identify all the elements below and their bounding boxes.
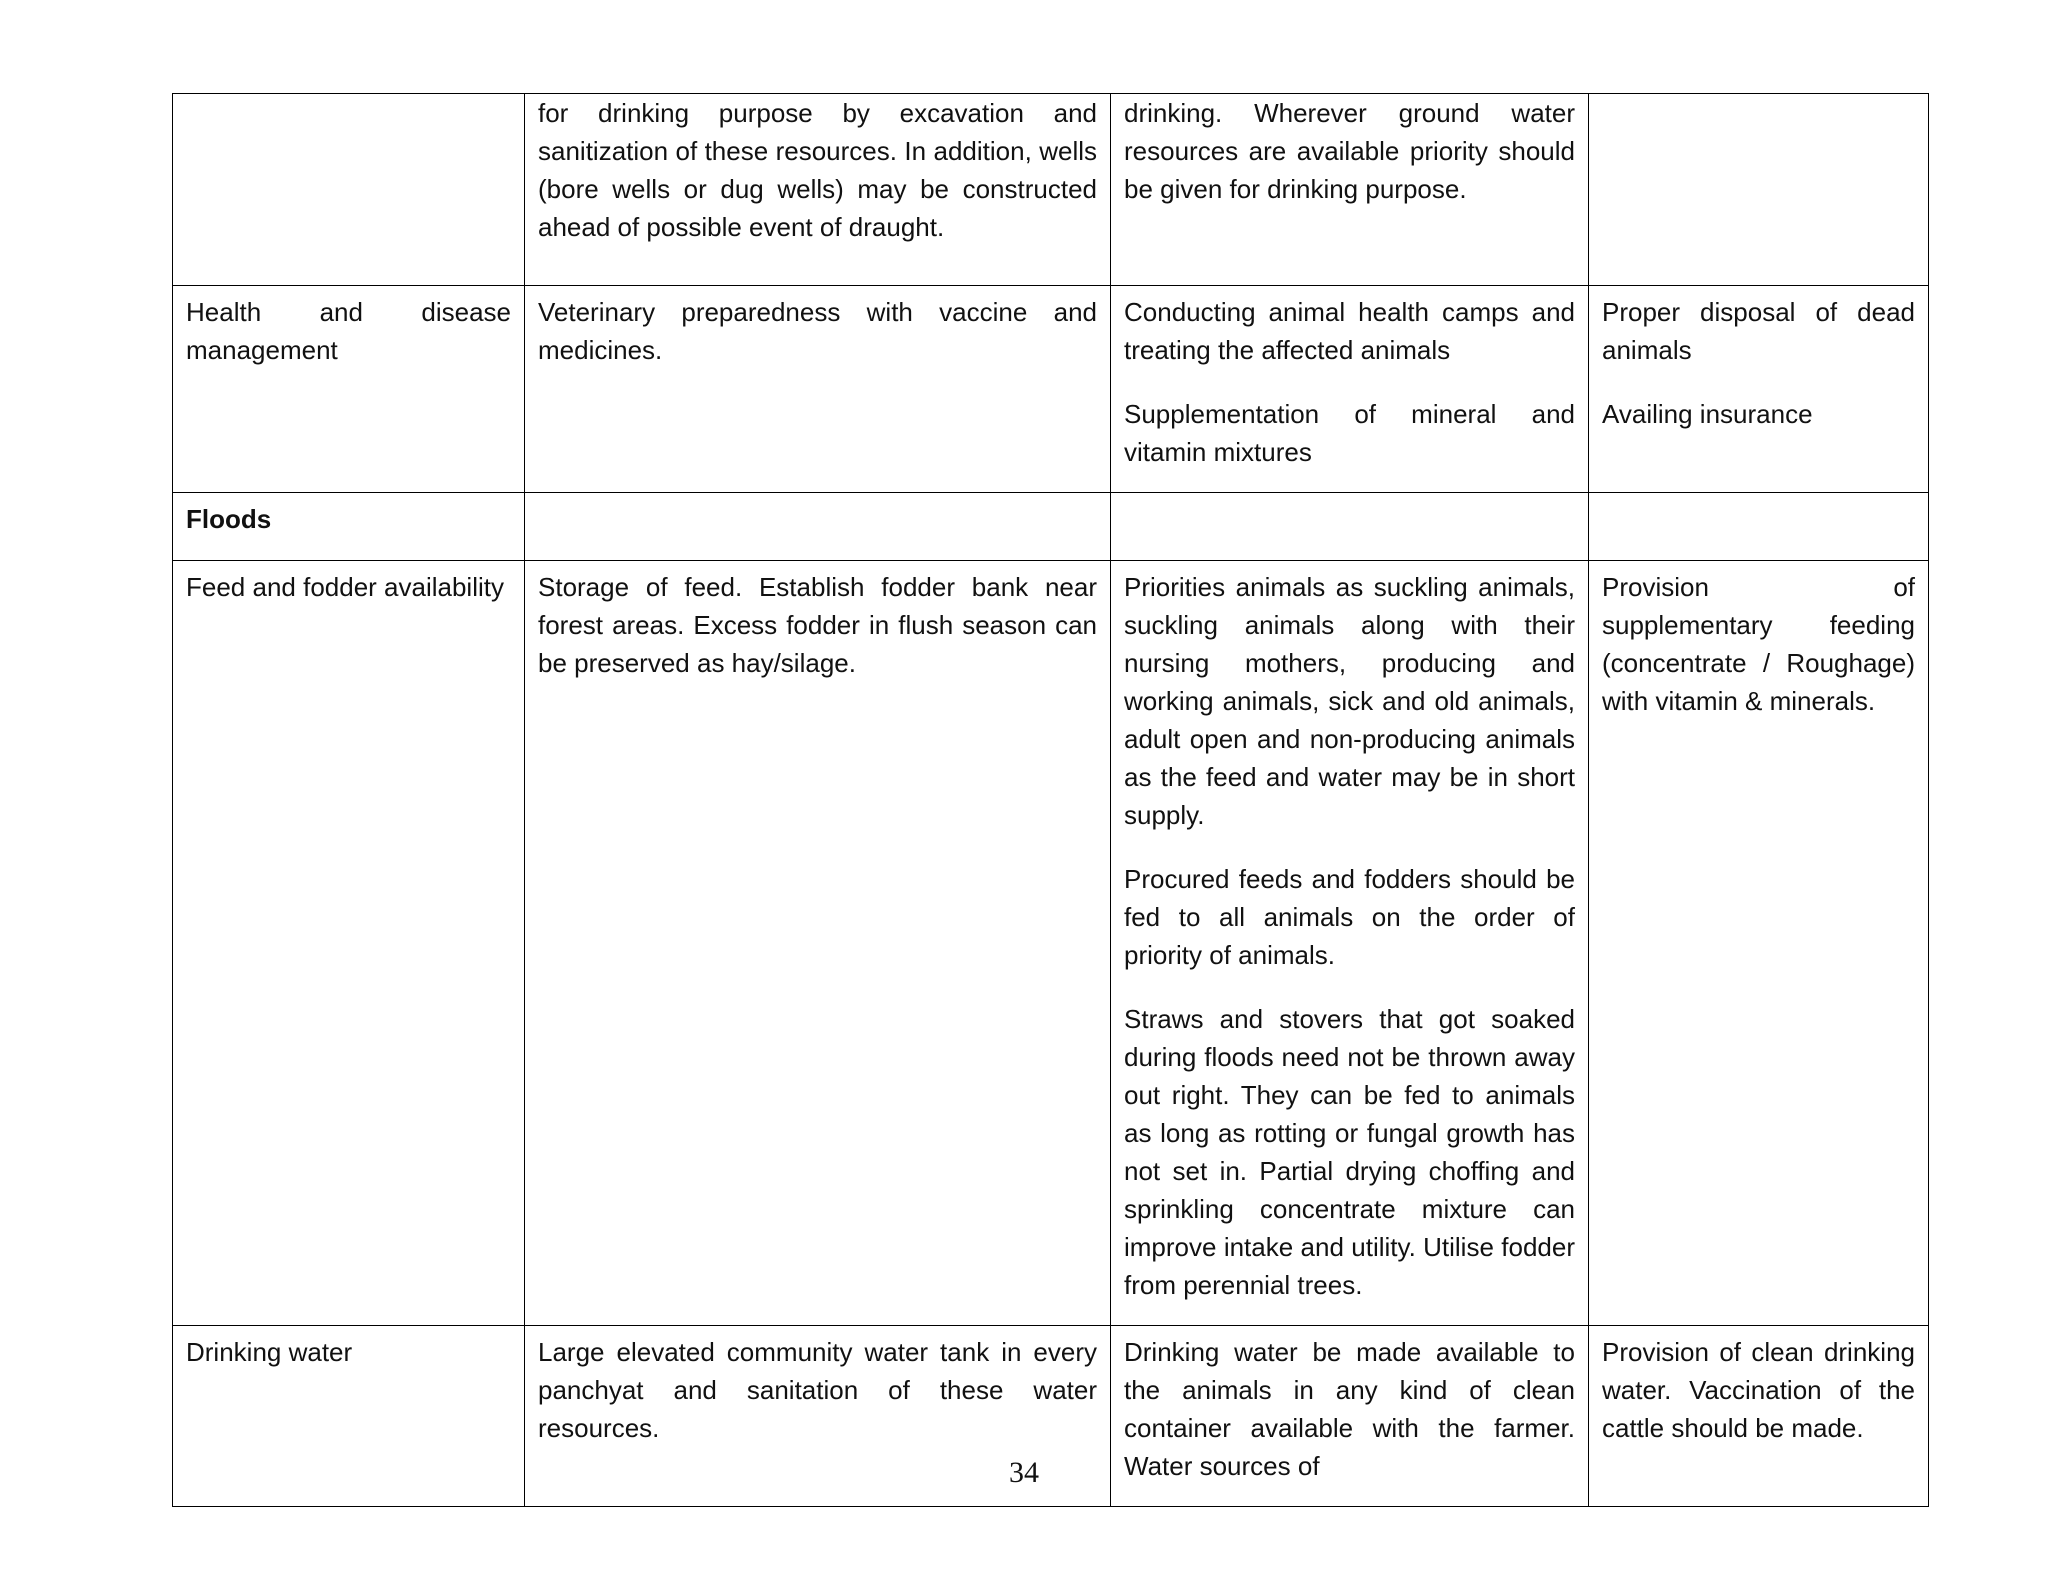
table-cell — [1111, 94, 1589, 286]
cell-paragraph: Straws and stovers that got soaked during floods need not be thrown away out right. They can be fed to animals as long as rotting or fungal growth has not set in. Partial drying choffing and sprinkling concentrate mixture can improve intake and utility. Utilise fodder from perennial trees. — [1124, 1004, 1575, 1300]
table-cell — [1111, 286, 1589, 493]
cell-paragraph: Procured feeds and fodders should be fed to all animals on the order of priority of animals. — [1124, 864, 1575, 970]
row-heading: Health and disease management — [186, 297, 511, 365]
cell-paragraph: Drinking water be made available to the animals in any kind of clean container available with the farmer. Water sources of — [1124, 1337, 1575, 1481]
section-heading: Floods — [186, 504, 272, 534]
table-cell — [1111, 561, 1589, 1326]
table-cell — [1111, 493, 1589, 561]
table-cell — [525, 94, 1111, 286]
table-cell — [173, 561, 525, 1326]
cell-paragraph: Provision of supplementary feeding (concentrate / Roughage) with vitamin & minerals. — [1602, 572, 1915, 716]
table-row — [173, 286, 1929, 493]
table-cell — [1589, 94, 1929, 286]
table-cell — [1589, 493, 1929, 561]
table-cell — [525, 286, 1111, 493]
cell-paragraph: Provision of clean drinking water. Vaccination of the cattle should be made. — [1602, 1337, 1915, 1443]
table-row — [173, 94, 1929, 286]
table-cell — [525, 561, 1111, 1326]
cell-paragraph: drinking. Wherever ground water resources are available priority should be given for drinking purpose. — [1124, 98, 1575, 204]
table-row — [173, 561, 1929, 1326]
table-cell — [173, 94, 525, 286]
row-heading: Feed and fodder availability — [186, 572, 504, 602]
table-row — [173, 493, 1929, 561]
cell-paragraph: Storage of feed. Establish fodder bank near forest areas. Excess fodder in flush season can be preserved as hay/silage. — [538, 572, 1097, 678]
cell-paragraph: Priorities animals as suckling animals, suckling animals along with their nursing mothers, producing and working animals, sick and old animals, adult open and non-producing animals as the feed and water may be in short supply. — [1124, 572, 1575, 830]
cell-paragraph: Veterinary preparedness with vaccine and medicines. — [538, 297, 1097, 365]
row-heading: Drinking water — [186, 1337, 353, 1367]
cell-paragraph: Large elevated community water tank in every panchyat and sanitation of these water resources. — [538, 1337, 1097, 1443]
table-cell — [173, 286, 525, 493]
table-cell — [1589, 561, 1929, 1326]
document-table — [172, 93, 1929, 1507]
table-cell — [525, 493, 1111, 561]
cell-paragraph: Availing insurance — [1602, 399, 1813, 429]
table-cell — [1589, 286, 1929, 493]
cell-paragraph: Supplementation of mineral and vitamin mixtures — [1124, 399, 1575, 467]
page-number: 34 — [1009, 1456, 1039, 1489]
cell-paragraph: Conducting animal health camps and treating the affected animals — [1124, 297, 1575, 365]
cell-paragraph: for drinking purpose by excavation and sanitization of these resources. In addition, wells (bore wells or dug wells) may be constructed ahead of possible event of draught. — [538, 98, 1097, 242]
cell-paragraph: Proper disposal of dead animals — [1602, 297, 1915, 365]
table-cell — [173, 493, 525, 561]
